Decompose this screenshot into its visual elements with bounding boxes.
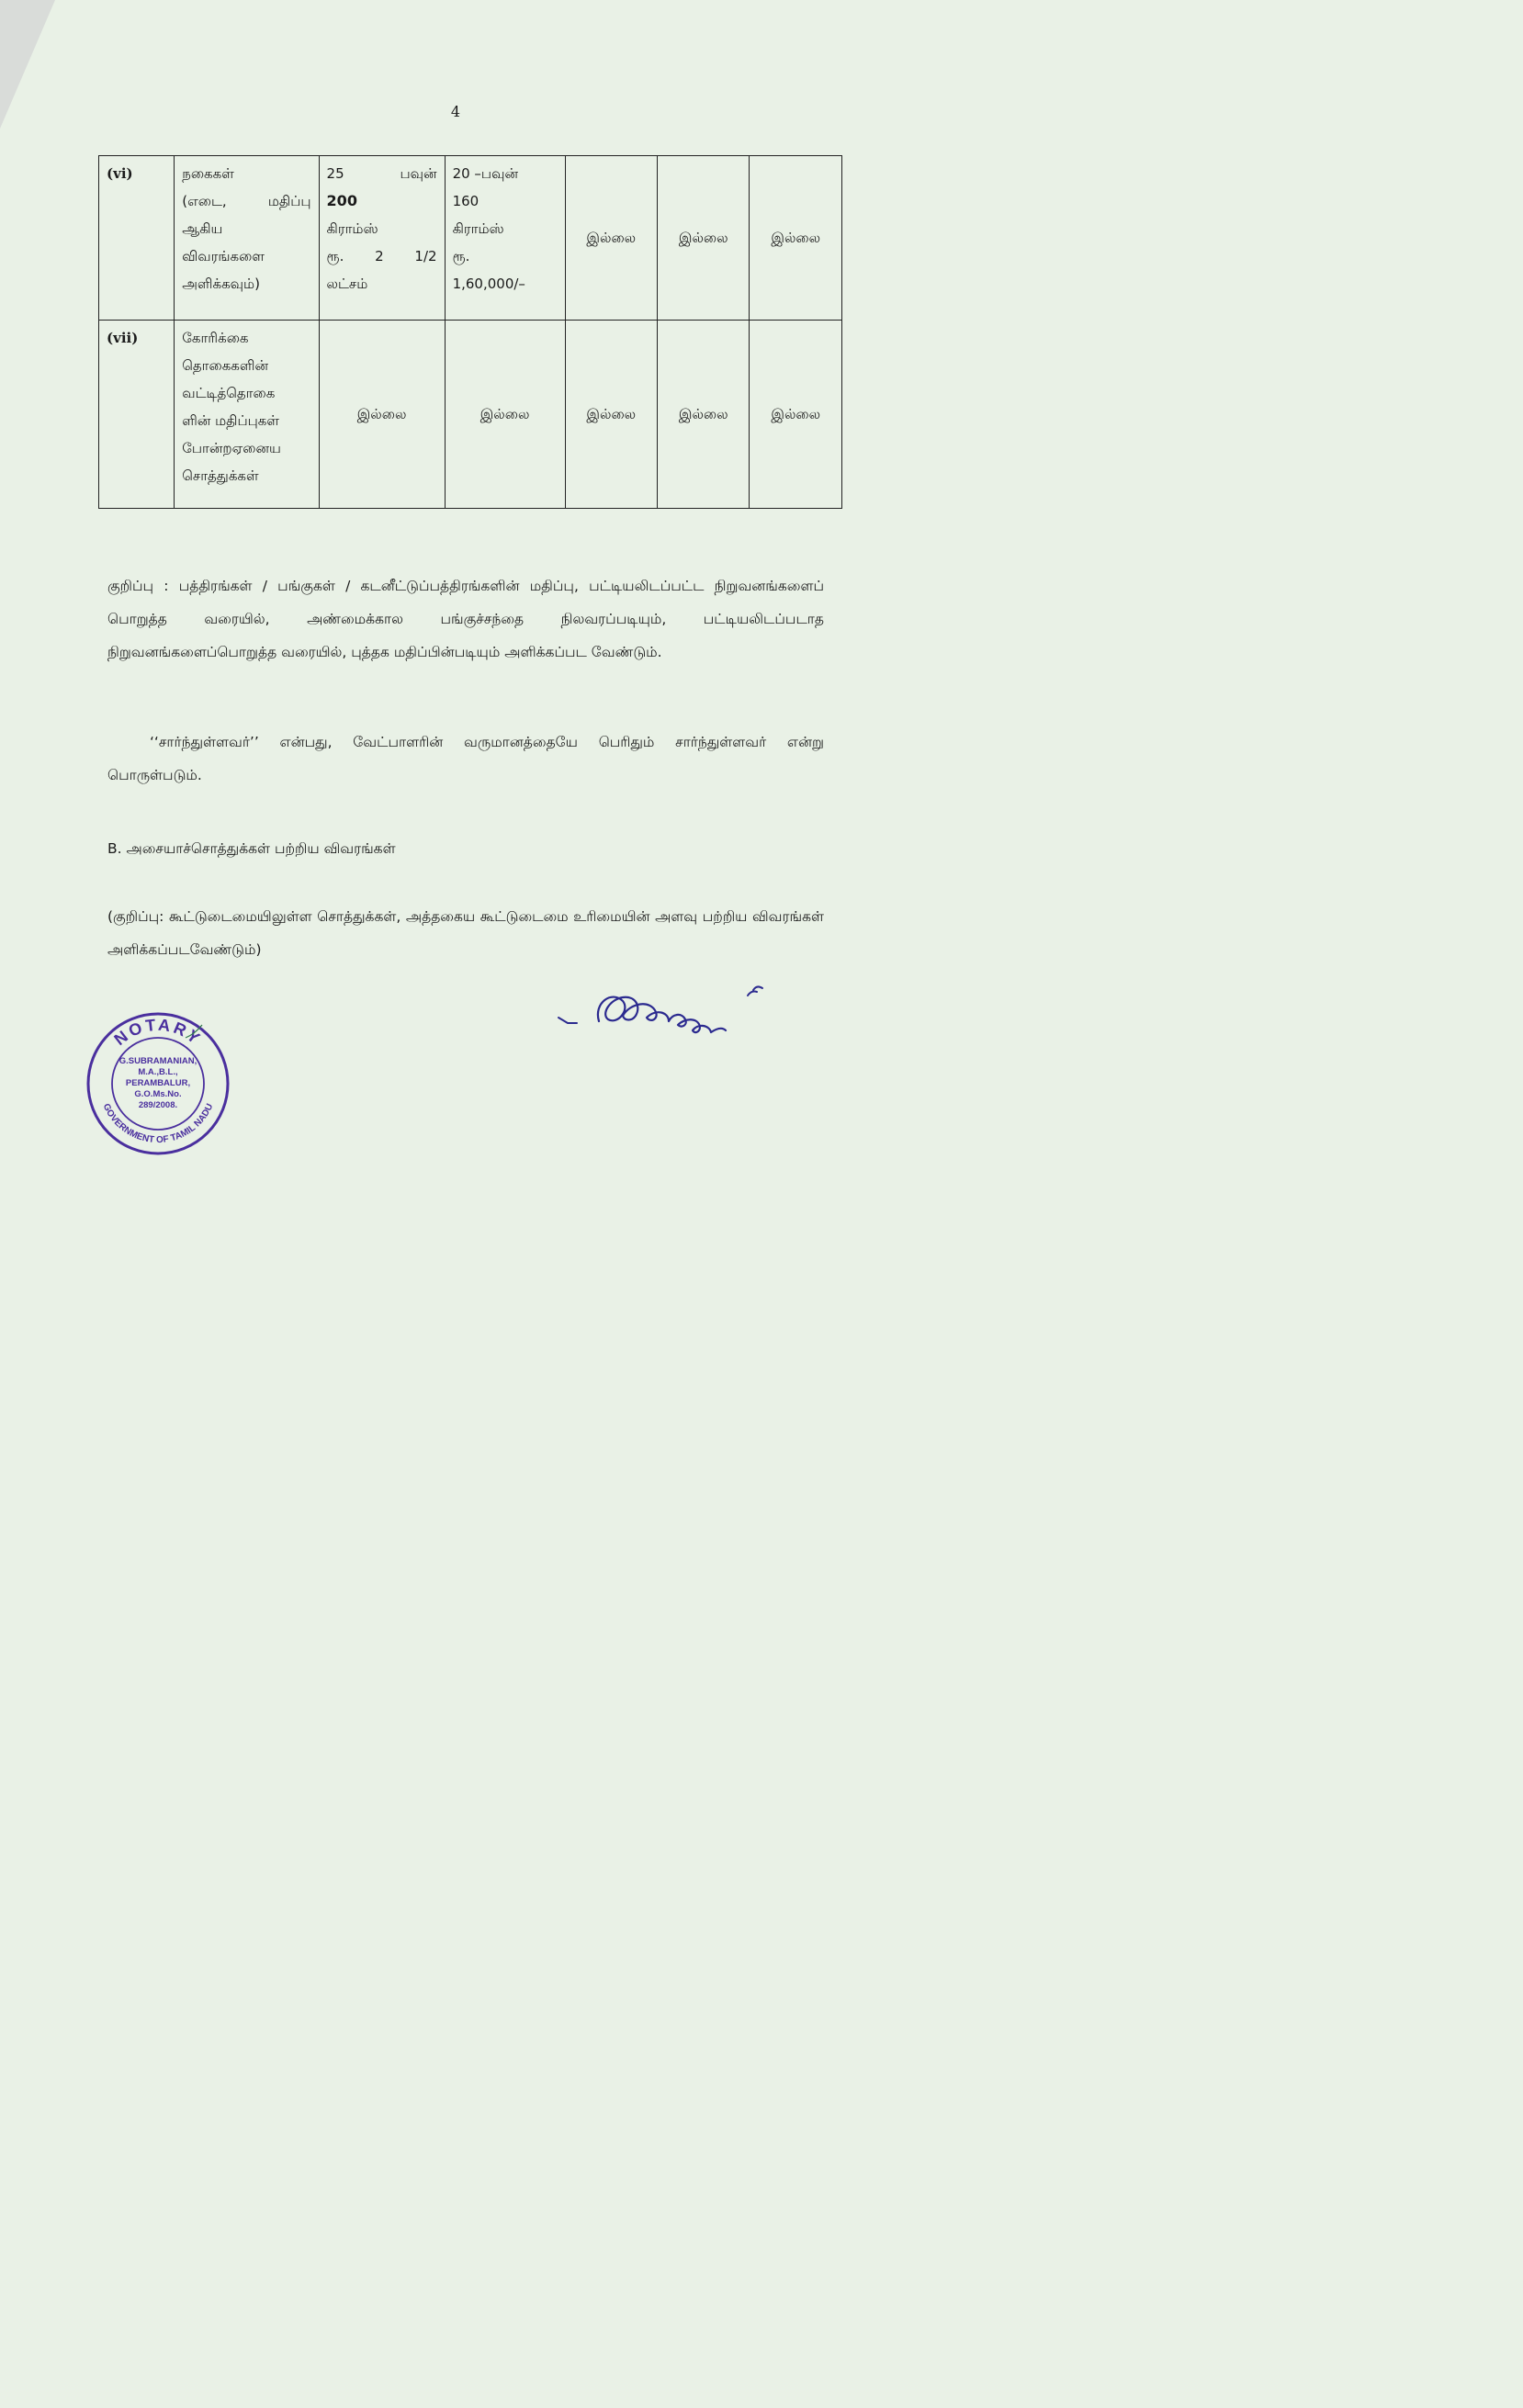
- desc-line: விவரங்களை: [182, 248, 265, 264]
- value-line: கிராம்ஸ்: [452, 220, 504, 237]
- dependent2-value-cell: இல்லை: [658, 321, 750, 509]
- dependent-definition: ‘‘சார்ந்துள்ளவர்’’ என்பது, வேட்பாளரின் வருமானத்தையே பெரிதும் சார்ந்துள்ளவர் என்று பொருள்படும்.: [107, 734, 824, 783]
- svg-text:G.SUBRAMANIAN,: G.SUBRAMANIAN,: [118, 1056, 197, 1066]
- signature: [551, 975, 781, 1049]
- desc-line: ளின் மதிப்புகள்: [182, 412, 279, 429]
- row-description: [175, 156, 319, 321]
- document-page: [0, 0, 911, 1440]
- desc-line: வட்டித்தொகை: [182, 385, 276, 401]
- value-line: ரூ.: [452, 248, 470, 264]
- value-line: 160: [452, 193, 479, 209]
- dependent1-value-cell: இல்லை: [565, 321, 657, 509]
- spouse-value-cell: இல்லை: [445, 321, 565, 509]
- spouse-value-cell: [445, 156, 565, 321]
- value-line: 20 –பவுன்: [452, 165, 518, 182]
- row-number: (vii): [99, 321, 175, 509]
- dependent3-value-cell: இல்லை: [750, 321, 842, 509]
- svg-text:289/2008.: 289/2008.: [138, 1100, 178, 1110]
- desc-line: கோரிக்கை: [182, 330, 249, 346]
- svg-text:M.A.,B.L.,: M.A.,B.L.,: [138, 1067, 178, 1077]
- desc-line: போன்றஏனைய: [182, 440, 281, 456]
- self-value-cell: இல்லை: [319, 321, 445, 509]
- dependent2-value-cell: இல்லை: [658, 156, 750, 321]
- self-value-cell: [319, 156, 445, 321]
- value-line: 25 பவுன்: [326, 165, 437, 182]
- assets-table: [98, 155, 842, 509]
- dependent3-value-cell: இல்லை: [750, 156, 842, 321]
- row-number: (vi): [99, 156, 175, 321]
- desc-line: நகைகள்: [182, 165, 234, 182]
- page-number: 4: [450, 103, 461, 120]
- value-line: ரூ. 2 1/2: [326, 248, 437, 264]
- value-line: 200: [326, 192, 357, 209]
- svg-text:PERAMBALUR,: PERAMBALUR,: [125, 1078, 191, 1088]
- value-line: கிராம்ஸ்: [326, 220, 378, 237]
- desc-line: தொகைகளின்: [182, 357, 269, 374]
- svg-text:G.O.Ms.No.: G.O.Ms.No.: [134, 1089, 182, 1099]
- svg-text:NOTARY: NOTARY: [110, 1015, 206, 1050]
- table-row: [99, 321, 842, 509]
- notary-seal-stamp: [85, 1010, 231, 1157]
- svg-text:GOVERNMENT OF TAMIL NADU: GOVERNMENT OF TAMIL NADU: [100, 1102, 216, 1146]
- table-row: [99, 156, 842, 321]
- row-description: [175, 321, 319, 509]
- joint-ownership-note: (குறிப்பு: கூட்டுடைமையிலுள்ள சொத்துக்கள், அத்தகைய கூட்டுடைமை உரிமையின் அளவு பற்றிய விவரங்கள் அளிக்கப்படவேண்டும்): [107, 908, 824, 958]
- value-line: லட்சம்: [326, 276, 368, 292]
- desc-line: (எடை, மதிப்பு: [182, 193, 311, 209]
- valuation-note: குறிப்பு : பத்திரங்கள் / பங்குகள் / கடனீட்டுப்பத்திரங்களின் மதிப்பு, பட்டியலிடப்பட்ட நிறுவனங்களைப் பொறுத்த வரையில், அண்மைக்கால பங்குச்சந்தை நிலவரப்படியும், பட்டியலிடப்படாத நிறுவனங்களைப்பொறுத்த வரையில், புத்தக மதிப்பின்படியும் அளிக்கப்பட வேண்டும்.: [107, 578, 824, 660]
- desc-line: அளிக்கவும்): [182, 276, 260, 292]
- desc-line: சொத்துக்கள்: [182, 467, 259, 484]
- value-line: 1,60,000/–: [452, 276, 525, 292]
- section-b-heading: B. அசையாச்சொத்துக்கள் பற்றிய விவரங்கள்: [107, 840, 396, 857]
- dependent1-value-cell: இல்லை: [565, 156, 657, 321]
- desc-line: ஆகிய: [182, 220, 223, 237]
